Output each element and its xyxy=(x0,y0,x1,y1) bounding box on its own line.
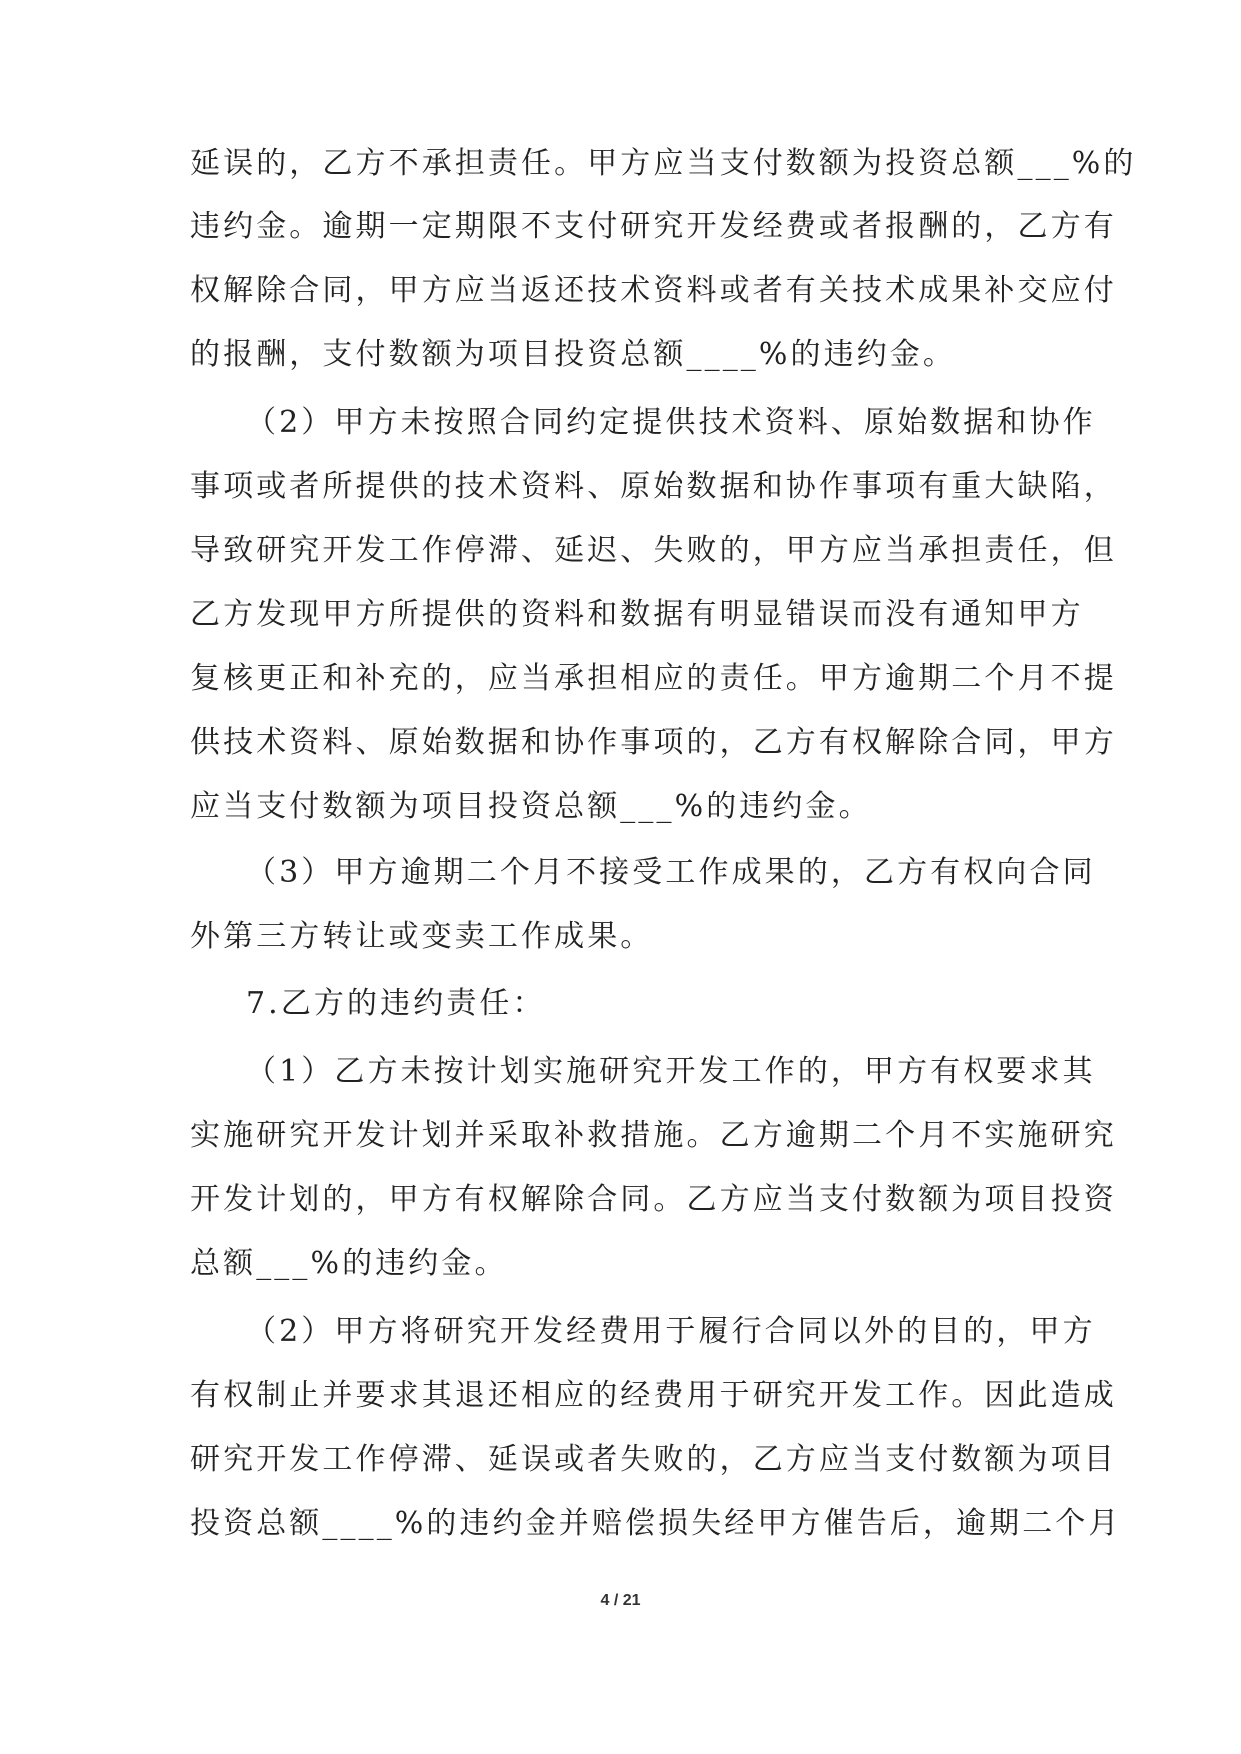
section-heading: 7.乙方的违约责任： xyxy=(246,986,546,1021)
text-line: 违约金。逾期一定期限不支付研究开发经费或者报酬的，乙方有 xyxy=(190,209,1117,244)
text-line: （1）乙方未按计划实施研究开发工作的，甲方有权要求其 xyxy=(246,1054,1096,1089)
text-line: （3）甲方逾期二个月不接受工作成果的，乙方有权向合同 xyxy=(246,855,1096,890)
text-line: 导致研究开发工作停滞、延迟、失败的，甲方应当承担责任，但 xyxy=(190,533,1117,568)
text-line: 投资总额____%的违约金并赔偿损失经甲方催告后，逾期二个月 xyxy=(190,1506,1122,1541)
text-line: 开发计划的，甲方有权解除合同。乙方应当支付数额为项目投资 xyxy=(190,1182,1117,1217)
text-line: 权解除合同，甲方应当返还技术资料或者有关技术成果补交应付 xyxy=(190,273,1117,308)
text-line: 乙方发现甲方所提供的资料和数据有明显错误而没有通知甲方 xyxy=(190,597,1084,632)
text-line: 复核更正和补充的，应当承担相应的责任。甲方逾期二个月不提 xyxy=(190,661,1117,696)
text-line: 应当支付数额为项目投资总额___%的违约金。 xyxy=(190,789,872,824)
text-line: 实施研究开发计划并采取补救措施。乙方逾期二个月不实施研究 xyxy=(190,1118,1117,1153)
text-line: 的报酬，支付数额为项目投资总额____%的违约金。 xyxy=(190,337,957,372)
text-line: 延误的，乙方不承担责任。甲方应当支付数额为投资总额___%的 xyxy=(190,146,1137,181)
page-number: 4 / 21 xyxy=(600,1592,641,1609)
text-line: （2）甲方将研究开发经费用于履行合同以外的目的，甲方 xyxy=(246,1314,1096,1349)
text-line: 研究开发工作停滞、延误或者失败的，乙方应当支付数额为项目 xyxy=(190,1442,1117,1477)
text-line: 外第三方转让或变卖工作成果。 xyxy=(190,919,654,954)
text-line: 事项或者所提供的技术资料、原始数据和协作事项有重大缺陷， xyxy=(190,469,1117,504)
text-line: 有权制止并要求其退还相应的经费用于研究开发工作。因此造成 xyxy=(190,1378,1117,1413)
text-line: 总额___%的违约金。 xyxy=(190,1246,508,1281)
text-line: （2）甲方未按照合同约定提供技术资料、原始数据和协作 xyxy=(246,405,1096,440)
text-line: 供技术资料、原始数据和协作事项的，乙方有权解除合同，甲方 xyxy=(190,725,1117,760)
